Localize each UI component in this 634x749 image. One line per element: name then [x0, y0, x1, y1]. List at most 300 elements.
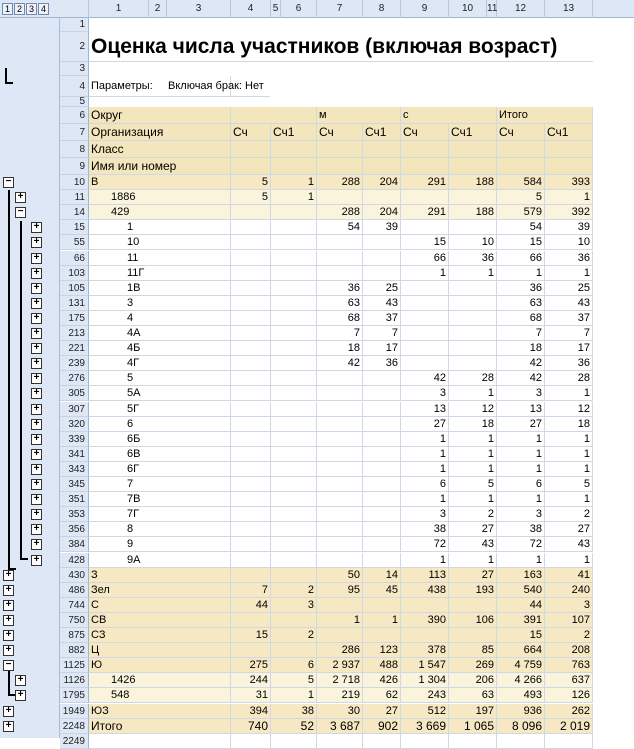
value-cell[interactable]: 43	[449, 537, 497, 552]
row-label[interactable]: 4Г	[89, 356, 231, 371]
value-cell[interactable]: 63	[449, 688, 497, 703]
value-cell[interactable]	[231, 568, 271, 583]
value-cell[interactable]: 5	[449, 477, 497, 492]
header-blank[interactable]	[271, 158, 317, 175]
value-cell[interactable]: 44	[231, 598, 271, 613]
row-header[interactable]: 428	[60, 553, 89, 568]
value-cell[interactable]: 1	[545, 190, 593, 205]
measure-header-1[interactable]: Сч	[231, 124, 271, 141]
value-cell[interactable]: 7	[545, 326, 593, 341]
value-cell[interactable]: 1	[497, 553, 545, 568]
row-header[interactable]: 1	[60, 18, 89, 32]
row-label[interactable]: 9	[89, 537, 231, 552]
header-blank[interactable]	[545, 141, 593, 158]
value-cell[interactable]: 1 065	[449, 719, 497, 734]
value-cell[interactable]	[363, 371, 401, 386]
row-header[interactable]: 6	[60, 107, 89, 124]
value-cell[interactable]: 208	[545, 643, 593, 658]
value-cell[interactable]	[401, 734, 449, 749]
group-header-m[interactable]: м	[317, 107, 401, 124]
value-cell[interactable]: 2 718	[317, 673, 363, 688]
row-header[interactable]: 2248	[60, 719, 89, 734]
value-cell[interactable]: 1	[317, 613, 363, 628]
row-label[interactable]: Зел	[89, 583, 231, 598]
value-cell[interactable]	[363, 417, 401, 432]
value-cell[interactable]	[231, 432, 271, 447]
value-cell[interactable]: 488	[363, 658, 401, 673]
row-label[interactable]: 7	[89, 477, 231, 492]
row-header[interactable]: 9	[60, 158, 89, 175]
value-cell[interactable]: 18	[449, 417, 497, 432]
value-cell[interactable]: 28	[545, 371, 593, 386]
value-cell[interactable]: 66	[497, 251, 545, 266]
value-cell[interactable]	[449, 311, 497, 326]
row-header[interactable]: 131	[60, 296, 89, 311]
value-cell[interactable]: 1	[545, 553, 593, 568]
value-cell[interactable]: 18	[545, 417, 593, 432]
value-cell[interactable]	[363, 386, 401, 401]
value-cell[interactable]: 113	[401, 568, 449, 583]
value-cell[interactable]	[231, 402, 271, 417]
row-header[interactable]: 103	[60, 266, 89, 281]
value-cell[interactable]: 1 304	[401, 673, 449, 688]
row-label[interactable]: Итого	[89, 719, 231, 734]
row-header[interactable]: 882	[60, 643, 89, 658]
value-cell[interactable]: 493	[497, 688, 545, 703]
row-header[interactable]: 430	[60, 568, 89, 583]
row-header[interactable]: 1949	[60, 704, 89, 719]
row-label[interactable]: 10	[89, 235, 231, 250]
value-cell[interactable]: 1	[449, 447, 497, 462]
collapse-group-yu-button[interactable]: −	[3, 660, 14, 671]
value-cell[interactable]	[363, 598, 401, 613]
value-cell[interactable]: 1	[401, 432, 449, 447]
row-label[interactable]: 548	[89, 688, 231, 703]
header-blank[interactable]	[317, 158, 363, 175]
value-cell[interactable]	[231, 507, 271, 522]
value-cell[interactable]	[231, 462, 271, 477]
row-label[interactable]: 1В	[89, 281, 231, 296]
measure-header-2[interactable]: Сч1	[271, 124, 317, 141]
value-cell[interactable]	[271, 447, 317, 462]
value-cell[interactable]: 6	[401, 477, 449, 492]
value-cell[interactable]: 5	[271, 673, 317, 688]
value-cell[interactable]: 15	[231, 628, 271, 643]
value-cell[interactable]: 38	[271, 704, 317, 719]
expand-row-341-button[interactable]: +	[31, 449, 42, 460]
value-cell[interactable]: 30	[317, 704, 363, 719]
value-cell[interactable]: 275	[231, 658, 271, 673]
value-cell[interactable]	[271, 356, 317, 371]
expand-row-239-button[interactable]: +	[31, 358, 42, 369]
value-cell[interactable]: 10	[545, 235, 593, 250]
row-header[interactable]: 175	[60, 311, 89, 326]
value-cell[interactable]	[231, 371, 271, 386]
row-label[interactable]	[89, 734, 231, 749]
value-cell[interactable]: 54	[497, 220, 545, 235]
value-cell[interactable]	[449, 281, 497, 296]
expand-row-55-button[interactable]: +	[31, 237, 42, 248]
row-header[interactable]: 305	[60, 386, 89, 401]
value-cell[interactable]: 288	[317, 175, 363, 190]
header-label-3[interactable]: Класс	[89, 141, 231, 158]
expand-row-320-button[interactable]: +	[31, 419, 42, 430]
value-cell[interactable]	[317, 522, 363, 537]
value-cell[interactable]	[271, 371, 317, 386]
value-cell[interactable]	[271, 537, 317, 552]
value-cell[interactable]: 2	[271, 583, 317, 598]
value-cell[interactable]	[231, 205, 271, 220]
value-cell[interactable]: 204	[363, 205, 401, 220]
value-cell[interactable]: 39	[545, 220, 593, 235]
value-cell[interactable]: 1	[497, 447, 545, 462]
value-cell[interactable]	[271, 296, 317, 311]
row-header[interactable]: 750	[60, 613, 89, 628]
value-cell[interactable]	[317, 734, 363, 749]
value-cell[interactable]: 1	[545, 447, 593, 462]
value-cell[interactable]	[271, 281, 317, 296]
row-header[interactable]: 66	[60, 251, 89, 266]
value-cell[interactable]: 512	[401, 704, 449, 719]
value-cell[interactable]: 2	[449, 507, 497, 522]
value-cell[interactable]: 1	[545, 432, 593, 447]
row-header[interactable]: 384	[60, 537, 89, 552]
value-cell[interactable]: 43	[363, 296, 401, 311]
row-label[interactable]: 1426	[89, 673, 231, 688]
value-cell[interactable]	[271, 205, 317, 220]
row-header[interactable]: 5	[60, 97, 89, 107]
value-cell[interactable]: 219	[317, 688, 363, 703]
value-cell[interactable]	[231, 386, 271, 401]
value-cell[interactable]: 27	[363, 704, 401, 719]
expand-row-175-button[interactable]: +	[31, 313, 42, 324]
row-label[interactable]: Ю	[89, 658, 231, 673]
outline-level-2-button[interactable]: 2	[14, 3, 25, 15]
header-blank[interactable]	[401, 158, 449, 175]
value-cell[interactable]: 68	[317, 311, 363, 326]
row-label[interactable]: 5	[89, 371, 231, 386]
group-header-blank[interactable]	[231, 107, 317, 124]
row-label[interactable]: Ц	[89, 643, 231, 658]
value-cell[interactable]: 1	[271, 190, 317, 205]
value-cell[interactable]: 1	[545, 386, 593, 401]
value-cell[interactable]: 2	[545, 628, 593, 643]
value-cell[interactable]	[401, 326, 449, 341]
value-cell[interactable]: 244	[231, 673, 271, 688]
expand-row-105-button[interactable]: +	[31, 283, 42, 294]
value-cell[interactable]: 1	[497, 462, 545, 477]
value-cell[interactable]	[231, 643, 271, 658]
value-cell[interactable]: 3	[497, 507, 545, 522]
value-cell[interactable]	[401, 628, 449, 643]
row-header[interactable]: 2249	[60, 734, 89, 749]
value-cell[interactable]: 27	[449, 568, 497, 583]
value-cell[interactable]	[271, 326, 317, 341]
value-cell[interactable]: 288	[317, 205, 363, 220]
expand-group-750-button[interactable]: +	[3, 615, 14, 626]
value-cell[interactable]: 3	[401, 507, 449, 522]
value-cell[interactable]	[363, 553, 401, 568]
value-cell[interactable]	[317, 462, 363, 477]
value-cell[interactable]	[231, 522, 271, 537]
value-cell[interactable]	[401, 356, 449, 371]
value-cell[interactable]	[317, 507, 363, 522]
expand-group-430-button[interactable]: +	[3, 570, 14, 581]
value-cell[interactable]: 1	[363, 613, 401, 628]
value-cell[interactable]: 763	[545, 658, 593, 673]
column-header-3[interactable]: 3	[167, 0, 231, 18]
value-cell[interactable]: 438	[401, 583, 449, 598]
value-cell[interactable]	[271, 266, 317, 281]
header-blank[interactable]	[545, 158, 593, 175]
value-cell[interactable]: 43	[545, 537, 593, 552]
value-cell[interactable]	[271, 235, 317, 250]
row-header[interactable]: 341	[60, 447, 89, 462]
value-cell[interactable]	[317, 386, 363, 401]
value-cell[interactable]: 206	[449, 673, 497, 688]
value-cell[interactable]	[271, 507, 317, 522]
value-cell[interactable]: 7	[363, 326, 401, 341]
value-cell[interactable]: 1	[449, 266, 497, 281]
value-cell[interactable]: 25	[545, 281, 593, 296]
value-cell[interactable]	[231, 251, 271, 266]
header-blank[interactable]	[363, 141, 401, 158]
value-cell[interactable]: 123	[363, 643, 401, 658]
header-blank[interactable]	[271, 141, 317, 158]
value-cell[interactable]: 66	[401, 251, 449, 266]
value-cell[interactable]	[545, 734, 593, 749]
value-cell[interactable]	[449, 220, 497, 235]
measure-header-7[interactable]: Сч	[497, 124, 545, 141]
value-cell[interactable]	[363, 522, 401, 537]
value-cell[interactable]: 390	[401, 613, 449, 628]
value-cell[interactable]: 37	[363, 311, 401, 326]
value-cell[interactable]: 1	[401, 266, 449, 281]
value-cell[interactable]: 3	[271, 598, 317, 613]
value-cell[interactable]: 15	[497, 628, 545, 643]
expand-row-353-button[interactable]: +	[31, 509, 42, 520]
value-cell[interactable]	[231, 734, 271, 749]
value-cell[interactable]	[231, 311, 271, 326]
value-cell[interactable]: 17	[363, 341, 401, 356]
value-cell[interactable]: 188	[449, 205, 497, 220]
row-header[interactable]: 353	[60, 507, 89, 522]
value-cell[interactable]: 27	[497, 417, 545, 432]
value-cell[interactable]: 44	[497, 598, 545, 613]
row-label[interactable]: С	[89, 598, 231, 613]
value-cell[interactable]: 13	[401, 402, 449, 417]
row-header[interactable]: 339	[60, 432, 89, 447]
row-label[interactable]: 3	[89, 296, 231, 311]
row-header[interactable]: 1126	[60, 673, 89, 688]
collapse-group-429-button[interactable]: −	[15, 207, 26, 218]
value-cell[interactable]	[363, 507, 401, 522]
value-cell[interactable]: 7	[231, 583, 271, 598]
value-cell[interactable]: 1	[449, 386, 497, 401]
row-header[interactable]: 875	[60, 628, 89, 643]
value-cell[interactable]: 41	[545, 568, 593, 583]
value-cell[interactable]: 68	[497, 311, 545, 326]
value-cell[interactable]: 126	[545, 688, 593, 703]
row-header[interactable]: 239	[60, 356, 89, 371]
expand-group-548-button[interactable]: +	[15, 690, 26, 701]
value-cell[interactable]: 936	[497, 704, 545, 719]
value-cell[interactable]	[363, 251, 401, 266]
row-label[interactable]: 4А	[89, 326, 231, 341]
header-blank[interactable]	[497, 141, 545, 158]
row-header[interactable]: 213	[60, 326, 89, 341]
value-cell[interactable]	[317, 235, 363, 250]
value-cell[interactable]: 107	[545, 613, 593, 628]
value-cell[interactable]: 7	[497, 326, 545, 341]
value-cell[interactable]	[271, 643, 317, 658]
measure-header-3[interactable]: Сч	[317, 124, 363, 141]
row-header[interactable]: 351	[60, 492, 89, 507]
header-blank[interactable]	[317, 141, 363, 158]
value-cell[interactable]	[317, 417, 363, 432]
value-cell[interactable]: 1	[497, 492, 545, 507]
expand-row-276-button[interactable]: +	[31, 373, 42, 384]
value-cell[interactable]: 36	[363, 356, 401, 371]
value-cell[interactable]	[271, 568, 317, 583]
value-cell[interactable]	[317, 598, 363, 613]
column-header-8[interactable]: 8	[363, 0, 401, 18]
value-cell[interactable]: 28	[449, 371, 497, 386]
row-label[interactable]: 5Г	[89, 402, 231, 417]
expand-row-307-button[interactable]: +	[31, 404, 42, 415]
row-label[interactable]: 6В	[89, 447, 231, 462]
value-cell[interactable]: 1	[449, 432, 497, 447]
value-cell[interactable]	[363, 537, 401, 552]
column-header-12[interactable]: 12	[497, 0, 545, 18]
value-cell[interactable]: 426	[363, 673, 401, 688]
value-cell[interactable]	[401, 341, 449, 356]
value-cell[interactable]: 36	[497, 281, 545, 296]
value-cell[interactable]: 36	[449, 251, 497, 266]
value-cell[interactable]: 39	[363, 220, 401, 235]
value-cell[interactable]	[317, 477, 363, 492]
value-cell[interactable]: 664	[497, 643, 545, 658]
value-cell[interactable]: 1	[401, 447, 449, 462]
value-cell[interactable]: 902	[363, 719, 401, 734]
value-cell[interactable]: 10	[449, 235, 497, 250]
value-cell[interactable]: 1	[545, 266, 593, 281]
value-cell[interactable]	[231, 281, 271, 296]
value-cell[interactable]: 7	[317, 326, 363, 341]
value-cell[interactable]	[231, 326, 271, 341]
row-header[interactable]: 7	[60, 124, 89, 141]
measure-header-8[interactable]: Сч1	[545, 124, 593, 141]
value-cell[interactable]: 63	[317, 296, 363, 311]
row-label[interactable]: 429	[89, 205, 231, 220]
value-cell[interactable]: 1	[449, 553, 497, 568]
column-header-1[interactable]: 1	[89, 0, 149, 18]
value-cell[interactable]	[231, 296, 271, 311]
value-cell[interactable]: 393	[545, 175, 593, 190]
outline-level-3-button[interactable]: 3	[26, 3, 37, 15]
expand-row-66-button[interactable]: +	[31, 253, 42, 264]
value-cell[interactable]	[231, 235, 271, 250]
value-cell[interactable]: 262	[545, 704, 593, 719]
row-header[interactable]: 3	[60, 62, 89, 76]
row-header[interactable]: 345	[60, 477, 89, 492]
row-header[interactable]: 486	[60, 583, 89, 598]
value-cell[interactable]	[449, 341, 497, 356]
value-cell[interactable]	[271, 220, 317, 235]
value-cell[interactable]	[231, 477, 271, 492]
value-cell[interactable]: 106	[449, 613, 497, 628]
row-header[interactable]: 744	[60, 598, 89, 613]
value-cell[interactable]	[271, 553, 317, 568]
value-cell[interactable]: 15	[497, 235, 545, 250]
value-cell[interactable]: 52	[271, 719, 317, 734]
value-cell[interactable]	[401, 296, 449, 311]
expand-group-744-button[interactable]: +	[3, 600, 14, 611]
value-cell[interactable]	[231, 220, 271, 235]
header-label-2[interactable]: Организация	[89, 124, 231, 141]
column-header-10[interactable]: 10	[449, 0, 487, 18]
value-cell[interactable]	[449, 326, 497, 341]
value-cell[interactable]	[317, 251, 363, 266]
value-cell[interactable]: 1	[545, 492, 593, 507]
value-cell[interactable]: 5	[231, 175, 271, 190]
row-header[interactable]: 2	[60, 32, 89, 62]
value-cell[interactable]	[271, 417, 317, 432]
column-header-4[interactable]: 4	[231, 0, 271, 18]
row-header[interactable]: 1795	[60, 688, 89, 703]
value-cell[interactable]	[317, 432, 363, 447]
value-cell[interactable]: 1	[449, 492, 497, 507]
header-blank[interactable]	[363, 158, 401, 175]
row-header[interactable]: 356	[60, 522, 89, 537]
value-cell[interactable]	[271, 613, 317, 628]
value-cell[interactable]	[271, 251, 317, 266]
row-label[interactable]: 6Г	[89, 462, 231, 477]
value-cell[interactable]: 42	[497, 356, 545, 371]
row-label[interactable]: СВ	[89, 613, 231, 628]
value-cell[interactable]: 12	[545, 402, 593, 417]
value-cell[interactable]	[231, 356, 271, 371]
value-cell[interactable]: 1	[545, 462, 593, 477]
row-header[interactable]: 10	[60, 175, 89, 190]
expand-group-2248-button[interactable]: +	[3, 721, 14, 732]
value-cell[interactable]	[271, 311, 317, 326]
value-cell[interactable]	[363, 190, 401, 205]
expand-row-221-button[interactable]: +	[31, 343, 42, 354]
value-cell[interactable]	[363, 432, 401, 447]
value-cell[interactable]: 637	[545, 673, 593, 688]
expand-group-1949-button[interactable]: +	[3, 706, 14, 717]
value-cell[interactable]: 2	[271, 628, 317, 643]
expand-row-305-button[interactable]: +	[31, 388, 42, 399]
value-cell[interactable]: 45	[363, 583, 401, 598]
value-cell[interactable]: 204	[363, 175, 401, 190]
row-label[interactable]: 4	[89, 311, 231, 326]
value-cell[interactable]: 36	[545, 356, 593, 371]
expand-group-486-button[interactable]: +	[3, 585, 14, 596]
value-cell[interactable]	[231, 613, 271, 628]
value-cell[interactable]	[363, 492, 401, 507]
value-cell[interactable]	[449, 296, 497, 311]
value-cell[interactable]: 6	[497, 477, 545, 492]
value-cell[interactable]	[271, 492, 317, 507]
value-cell[interactable]	[231, 492, 271, 507]
value-cell[interactable]: 72	[401, 537, 449, 552]
value-cell[interactable]: 6	[271, 658, 317, 673]
value-cell[interactable]	[271, 522, 317, 537]
row-label[interactable]: 6Б	[89, 432, 231, 447]
row-header[interactable]: 14	[60, 205, 89, 220]
